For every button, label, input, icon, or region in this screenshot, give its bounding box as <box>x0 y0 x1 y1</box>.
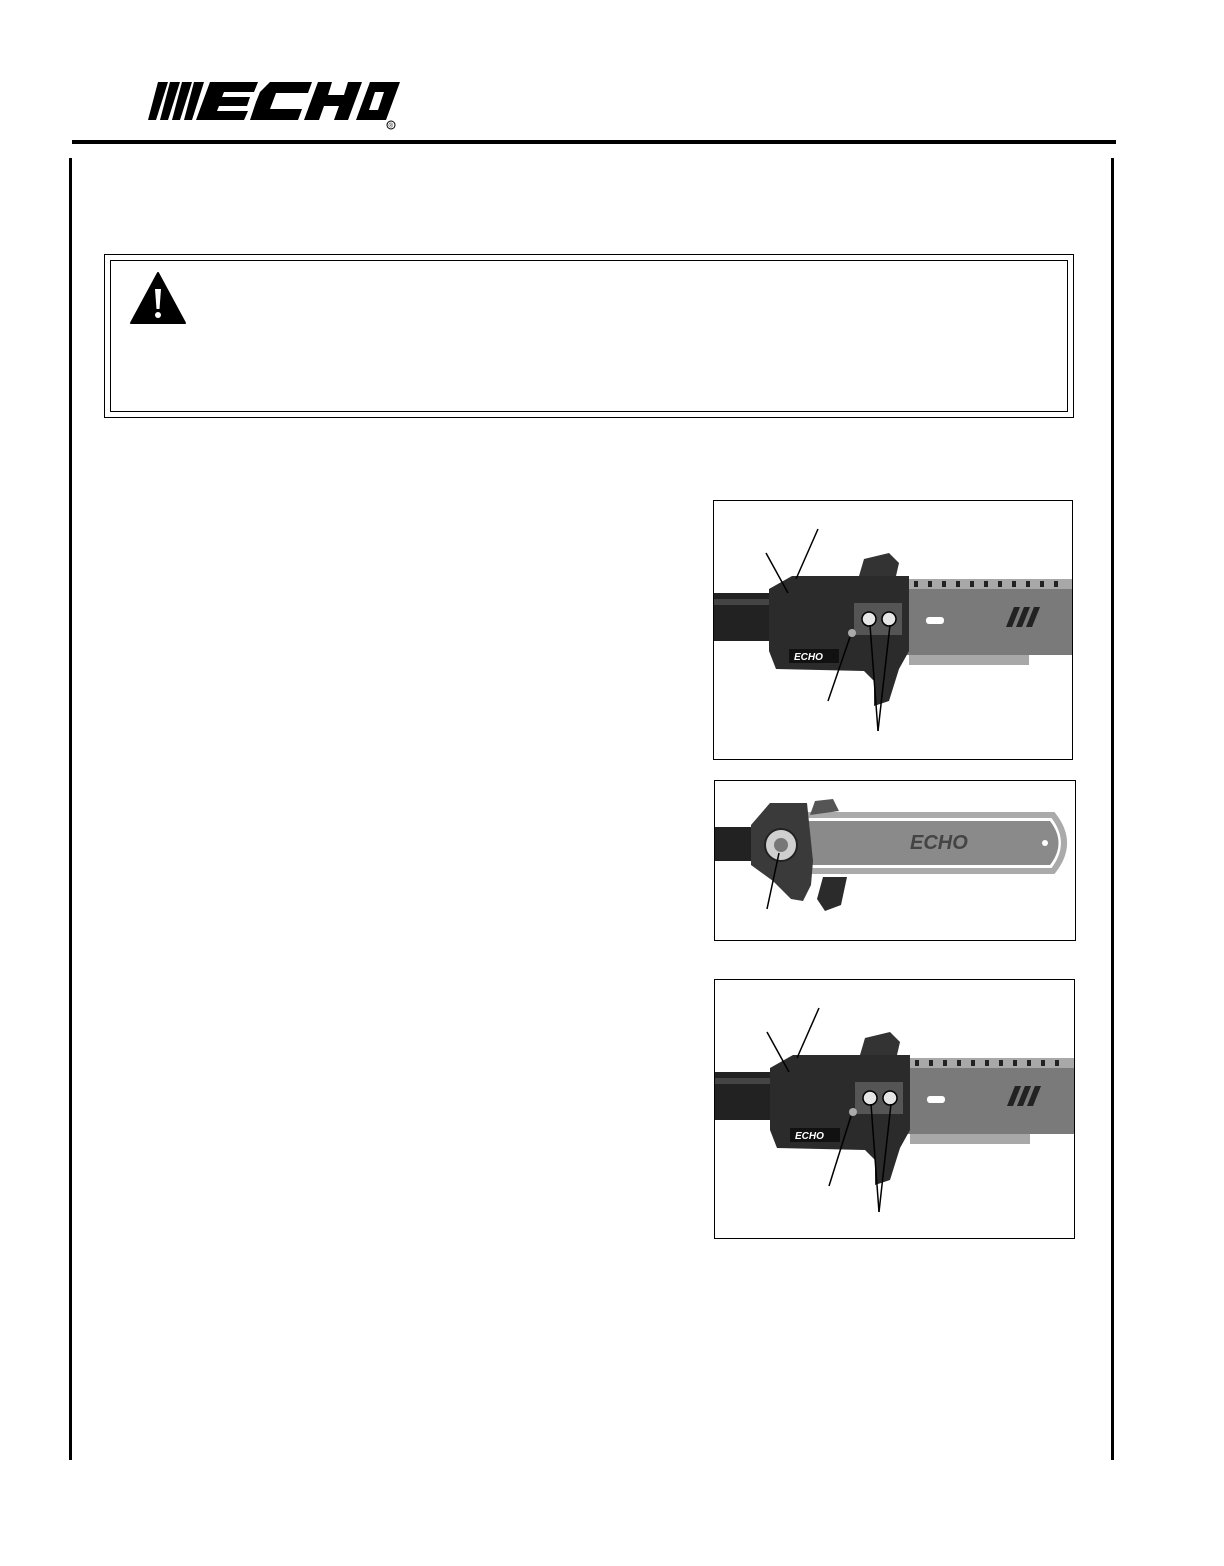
guide-bar-cover-photo <box>714 501 1073 760</box>
header-rule <box>72 140 1116 144</box>
warning-box-inner <box>110 260 1068 412</box>
sprocket-exposed-photo <box>715 781 1076 941</box>
cover-echo-label: ECHO <box>794 652 823 663</box>
figure-guide-bar-cover-1 <box>713 500 1073 760</box>
registered-mark: ® <box>388 123 393 130</box>
right-margin-rule <box>1111 158 1114 1460</box>
left-margin-rule <box>69 158 72 1460</box>
echo-logo <box>148 80 400 130</box>
cover-echo-label: ECHO <box>795 1131 824 1142</box>
figure-sprocket-exposed <box>714 780 1076 941</box>
bar-echo-label: ECHO <box>910 832 968 854</box>
warning-box <box>104 254 1074 418</box>
warning-triangle-icon <box>129 271 187 325</box>
figure-guide-bar-cover-2 <box>714 979 1075 1239</box>
guide-bar-cover-photo <box>715 980 1075 1239</box>
